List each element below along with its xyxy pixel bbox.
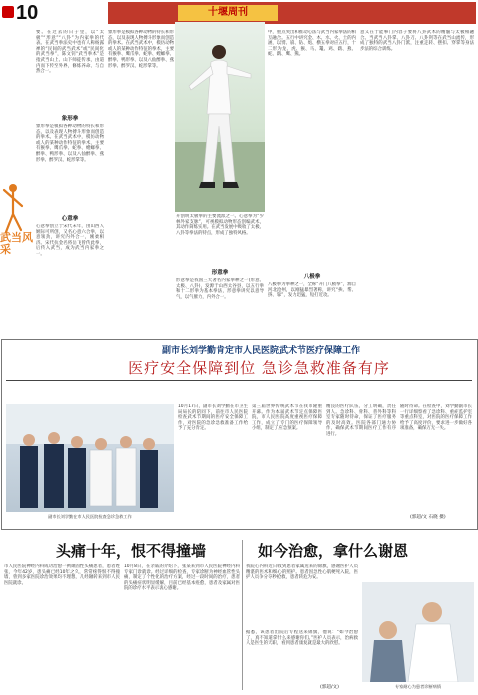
- section-heading-xinyi: 心意拳: [61, 216, 79, 222]
- doctor-photo-caption: 专家耐心为患者诊断病情: [394, 684, 442, 689]
- section-banner: [108, 2, 476, 24]
- bottom-right-title: 如今治愈，拿什么谢恩: [258, 542, 409, 560]
- article-xiangxing-text: 象形拳是模拟各种动物的特长和形态，以及表现人物搏斗形象而创造的拳术。在武当武术中，模仿动物或人的某种动作特征的拳术，主要有猴拳、鹰爪拳、蛇拳、螳螂拳、醉拳、鸭形拳、以及八仙醉拳、燕形拳、醉罗汉、蛇形掌等。: [36, 124, 104, 163]
- article-col5-text: 意义在于能够门内容子要将八卦武术的精髓与太极相融合。当武当八卦掌、八卦刀、八卦剑等在武当山流传，形成了独特的武当八卦门派，注重走转、摆扣、穿掌等身法步法的综合训练。: [360, 30, 474, 52]
- article-col3-text: 开创明太极拳的主要流派之一。心意拳为“少林外家支脉”，可视模拟动物形态创编武术，其动作简练实用。在武当发展中吸收了太极、八卦等拳法的特点，形成了独特风格。: [176, 214, 264, 236]
- headline-divider: [6, 380, 472, 381]
- hospital-author: (郭超/文 石晓 摄): [410, 515, 446, 520]
- article-col4-text: 中，重点突出和推动心法与武当内家拳法的相互融合。五行中讲究金、木、水、火、土的内涵，以劈、崩、钻、炮、横五拳对应五行，十二形为龙、虎、猴、马、鼍、鸡、鹞、燕、蛇、鹞、鹰、熊。: [268, 30, 356, 58]
- hospital-inspection-photo: [6, 404, 174, 512]
- hospital-photo-caption: 副市长刘学勤在市人民医院检查急诊急救工作: [48, 514, 132, 519]
- hospital-col3: 精良的医疗队伍，分工明确，责任到人。急诊科、骨科、普外科等科室专家随时待命，保证了医疗服务的及时高效。医院各部门通力协作，确保武术节期间医疗工作有序进行。: [326, 404, 396, 437]
- doctor-consultation-photo: [362, 582, 474, 682]
- section-heading-baji: 八极拳: [303, 274, 321, 280]
- bottom-left-col2: 10月8日，在亲戚的介绍下，张某来到市人民医院神经内科专家门诊就诊。经过详细的检查，专家诊断为神经血管性头痛，制定了个性化的治疗方案，经过一段时间的治疗，患者的头痛症状明显缓解，目前已经基本痊愈，患者及家属对医院的诊疗水平表示衷心感谢。: [124, 564, 240, 592]
- sidebar-vertical-word: 武当风采: [0, 231, 33, 256]
- hospital-col4: 随时待命。在检查中，刘学勤副市长一行详细察看了急诊科、重症监护室等重点科室，对医院的医疗保障工作给予了高度评价，要求进一步做好各项准备，确保万无一失。: [400, 404, 472, 432]
- bottom-right-author: (郭超/文): [320, 685, 339, 690]
- hospital-col1: 10月17日，副市长刘学勤在市卫生局局长的陪同下，前往市人民医院检查武术节期间的医疗安全保障工作，对医院的急诊急救准备工作给予了充分肯定。: [178, 404, 248, 432]
- page-marker-icon: [2, 6, 14, 18]
- article-col2-text: 象形拳是模拟各种动物的特长和形态，以及表现人物搏斗形象而创造的拳术。在武当武术中，模仿动物或人的某种动作特征的拳术，主要有猴拳、鹰爪拳、蛇拳、螳螂拳、醉拳、鸭形拳、以及八仙醉拳、燕形拳、醉罗汉、蛇形掌等。: [108, 30, 174, 69]
- section-heading-xiangxing: 象形拳: [61, 116, 79, 122]
- article-xingyi-text: 形意拳是我国三大著名内家拳种之一(形意、太极、八卦)，发源于山西太谷县，以五行拳和十二形拳为基本拳法，形意拳讲究以意导气，以气催力，内外合一。: [176, 278, 264, 300]
- bottom-right-col1: 我院心内科近日收到患者家属送来的锦旗，感谢医护人员精湛的医术和细心的照护。患者因急性心肌梗死入院，医护人员争分夺秒抢救，患者转危为安。: [246, 564, 358, 581]
- article-col1-intro: 要。在过去的日子里，以“太极”“形意”“八卦”为内家拳的代表。在武当拳法史中也有人称杨露禅的“民间的武当武术”或“民间化的武当拳”，陈文钊“武当拳术”是指武当山上、山下师徒传承，由道内而下传至外界，修炼养命、与自然合一。: [36, 30, 104, 75]
- bottom-right-col2: 据悉，该患者出院后专程送来锦旗，他说：“如今治愈了，真不知道拿什么来感谢你们。”医护人员表示，治病救人是医生的天职，看到患者康复就是最大的欣慰。: [246, 630, 358, 647]
- article-baji-text: 八极拳为拳种之一，全称“开门八极拳”，源自河北沧州，以刚猛暴烈著称，讲究“挨、帮、挤、靠”，发力迅猛，短打近攻。: [268, 282, 356, 299]
- section-heading-xingyi: 形意拳: [211, 270, 229, 276]
- column-rule: [242, 540, 243, 690]
- bottom-left-title: 头痛十年，恨不得撞墙: [56, 542, 207, 560]
- section-title: 十堰周刊: [178, 5, 278, 21]
- hospital-headline: 医疗安全保障到位 急诊急救准备有序: [128, 359, 390, 377]
- taiji-practitioner-photo: [175, 22, 265, 212]
- hospital-subtitle: 副市长刘学勤肯定市人民医院武术节医疗保障工作: [161, 346, 360, 356]
- article-xinyi-text: 心意拳创立于宋代末年，由山西人姬际可所创，又名心意六合拳，以意领劲，讲究内外合一，刚柔相济。宋代抗金名将岳飞曾传此拳，后传入武当，成为武当内家拳之一。: [36, 224, 104, 257]
- hospital-col2: 第三届世界传统武术节在我市隆重开幕。作为本届武术节定点保障医院，市人民医院高度重视医疗保障工作，成立了专门的医疗保障领导小组，制定了应急预案。: [252, 404, 322, 432]
- page-number: 10: [16, 2, 39, 24]
- bottom-left-col1: 市人民医院神经内科成功治愈一例顽固性头痛患者，患者姓张，今年42岁，患头痛已经10年之久，常常疼得恨不得撞墙，曾到多家医院诊治效果均不理想，几经辗转来到市人民医院就诊。: [4, 564, 120, 586]
